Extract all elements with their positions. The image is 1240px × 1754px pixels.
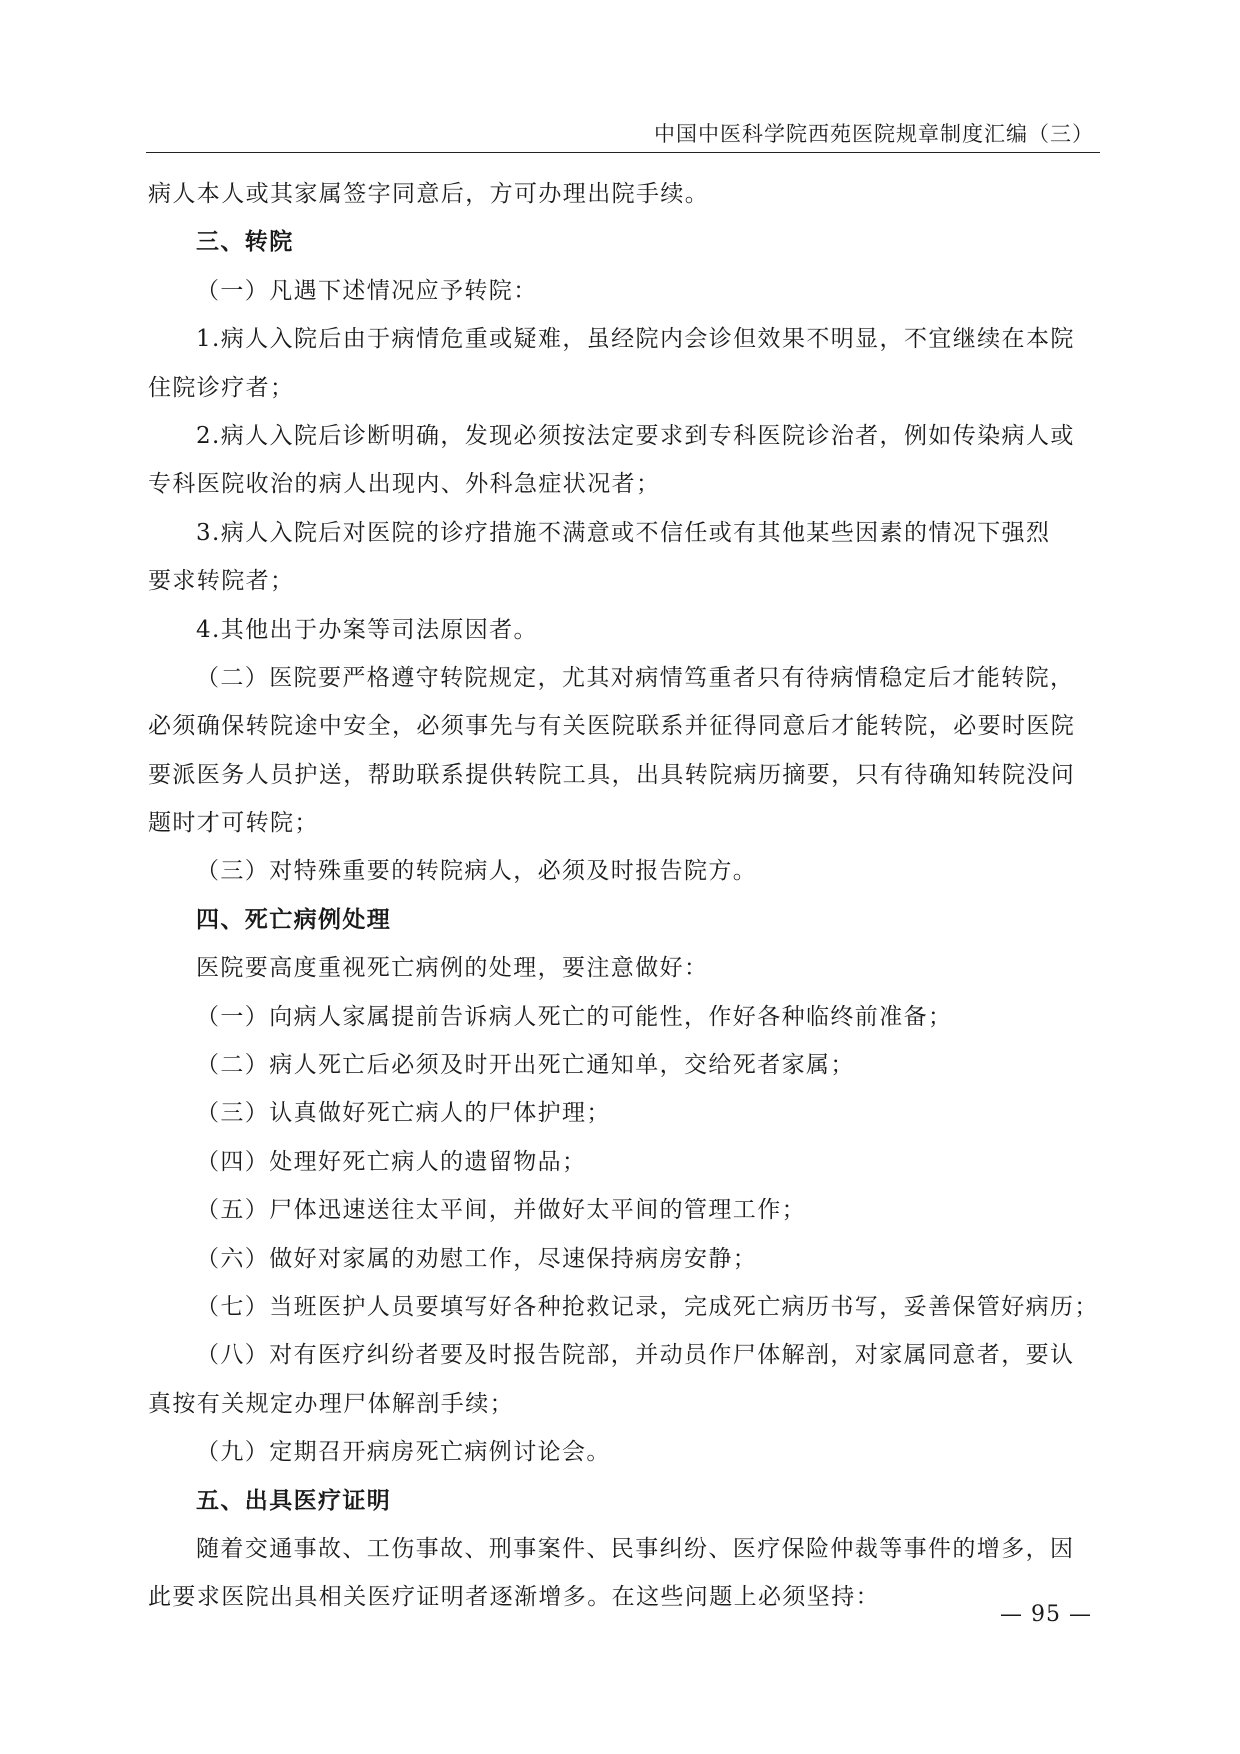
- paragraph-line: 题时才可转院；: [148, 810, 319, 837]
- paragraph-line: （四）处理好死亡病人的遗留物品；: [196, 1148, 587, 1175]
- paragraph-line: （三）认真做好死亡病人的尸体护理；: [196, 1100, 611, 1127]
- paragraph-line: （一）凡遇下述情况应予转院：: [196, 277, 538, 304]
- paragraph-line: 真按有关规定办理尸体解剖手续；: [148, 1390, 514, 1417]
- paragraph-line: 要派医务人员护送，帮助联系提供转院工具，出具转院病历摘要，只有待确知转院没问: [148, 761, 1076, 788]
- paragraph-line: 2.病人入院后诊断明确，发现必须按法定要求到专科医院诊治者，例如传染病人或: [196, 422, 1075, 449]
- section-heading: 三、转院: [196, 229, 294, 256]
- section-heading: 四、死亡病例处理: [196, 906, 392, 933]
- section-heading: 五、出具医疗证明: [196, 1487, 392, 1514]
- page-number: — 95 —: [1000, 1602, 1092, 1627]
- paragraph-line: 住院诊疗者；: [148, 374, 295, 401]
- paragraph-line: 3.病人入院后对医院的诊疗措施不满意或不信任或有其他某些因素的情况下强烈: [196, 519, 1051, 546]
- paragraph-line: （一）向病人家属提前告诉病人死亡的可能性，作好各种临终前准备；: [196, 1003, 953, 1030]
- paragraph-line: （二）医院要严格遵守转院规定，尤其对病情笃重者只有待病情稳定后才能转院，: [196, 664, 1075, 691]
- paragraph-line: 要求转院者；: [148, 568, 295, 595]
- paragraph-line: 必须确保转院途中安全，必须事先与有关医院联系并征得同意后才能转院，必要时医院: [148, 713, 1076, 740]
- header-title: 中国中医科学院西苑医院规章制度汇编（三）: [654, 122, 1094, 146]
- paragraph-line: 1.病人入院后由于病情危重或疑难，虽经院内会诊但效果不明显，不宜继续在本院: [196, 326, 1075, 353]
- paragraph-line: （七）当班医护人员要填写好各种抢救记录，完成死亡病历书写，妥善保管好病历；: [196, 1293, 1099, 1320]
- paragraph-line: 此要求医院出具相关医疗证明者逐渐增多。在这些问题上必须坚持：: [148, 1584, 880, 1611]
- paragraph-line: 随着交通事故、工伤事故、刑事案件、民事纠纷、医疗保险仲裁等事件的增多，因: [196, 1535, 1075, 1562]
- paragraph-line: 4.其他出于办案等司法原因者。: [196, 616, 538, 643]
- paragraph-line: （二）病人死亡后必须及时开出死亡通知单，交给死者家属；: [196, 1052, 855, 1079]
- running-header: [146, 112, 1100, 153]
- paragraph-line: （五）尸体迅速送往太平间，并做好太平间的管理工作；: [196, 1197, 806, 1224]
- paragraph-line: （九）定期召开病房死亡病例讨论会。: [196, 1439, 611, 1466]
- paragraph-line: 病人本人或其家属签字同意后，方可办理出院手续。: [148, 181, 710, 207]
- paragraph-line: 医院要高度重视死亡病例的处理，要注意做好：: [196, 955, 709, 982]
- paragraph-line: （八）对有医疗纠纷者要及时报告院部，并动员作尸体解剖，对家属同意者，要认: [196, 1342, 1075, 1369]
- paragraph-line: （六）做好对家属的劝慰工作，尽速保持病房安静；: [196, 1245, 758, 1272]
- document-body: [148, 170, 1099, 1622]
- paragraph-line: 专科医院收治的病人出现内、外科急症状况者；: [148, 471, 661, 498]
- paragraph-line: （三）对特殊重要的转院病人，必须及时报告院方。: [196, 858, 758, 885]
